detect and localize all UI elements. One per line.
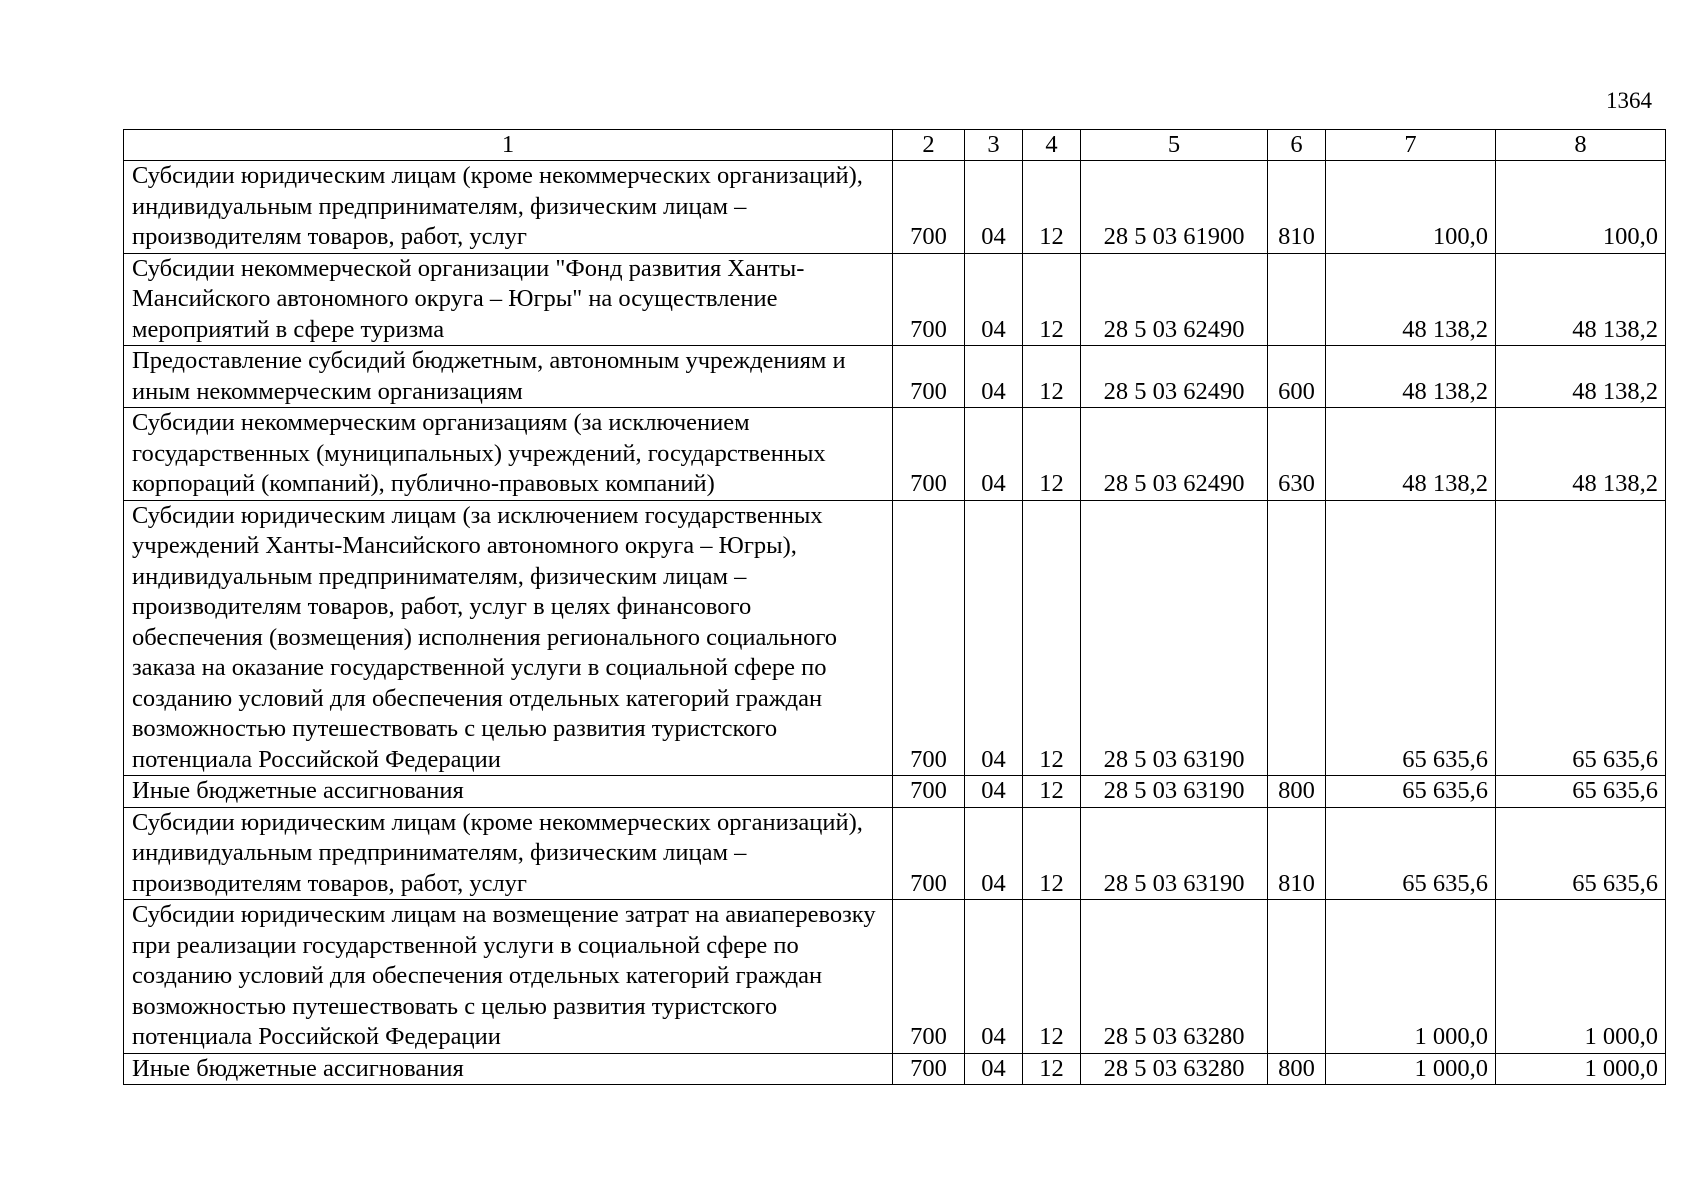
row-description: Иные бюджетные ассигнования [124,776,893,808]
section-code: 700 [893,161,965,254]
header-cell-4: 4 [1023,130,1081,161]
expense-type-code [1268,900,1326,1054]
expense-type-code [1268,500,1326,776]
amount-col-7: 48 138,2 [1326,408,1496,501]
budget-table [123,129,1666,1085]
amount-col-7: 65 635,6 [1326,500,1496,776]
table-row [124,500,1666,776]
table-row [124,161,1666,254]
subsection-code-2: 12 [1023,500,1081,776]
amount-col-8: 65 635,6 [1496,500,1666,776]
section-code: 700 [893,253,965,346]
section-code: 700 [893,346,965,408]
subsection-code: 04 [965,161,1023,254]
subsection-code: 04 [965,776,1023,808]
expense-type-code: 800 [1268,1053,1326,1085]
subsection-code: 04 [965,1053,1023,1085]
row-description: Субсидии юридическим лицам на возмещение затрат на авиаперевозку при реализации государственной услуги в социальной сфере по созданию условий для обеспечения отдельных категорий граждан возможностью путешествовать с целью развития туристского потенциала Российской Федерации [124,900,893,1054]
section-code: 700 [893,807,965,900]
section-code: 700 [893,1053,965,1085]
amount-col-7: 65 635,6 [1326,776,1496,808]
subsection-code: 04 [965,253,1023,346]
subsection-code: 04 [965,408,1023,501]
page-number: 1364 [1606,88,1652,113]
row-description: Предоставление субсидий бюджетным, автономным учреждениям и иным некоммерческим организациям [124,346,893,408]
table-row [124,807,1666,900]
header-cell-2: 2 [893,130,965,161]
expense-type-code: 600 [1268,346,1326,408]
amount-col-8: 1 000,0 [1496,1053,1666,1085]
amount-col-8: 65 635,6 [1496,807,1666,900]
header-cell-1: 1 [124,130,893,161]
table-header [124,130,1666,161]
target-article-code: 28 5 03 63190 [1081,807,1268,900]
amount-col-7: 100,0 [1326,161,1496,254]
row-description: Субсидии некоммерческой организации "Фонд развития Ханты-Мансийского автономного округа – Югры" на осуществление мероприятий в сфере туризма [124,253,893,346]
row-description: Субсидии юридическим лицам (кроме некоммерческих организаций), индивидуальным предпринимателям, физическим лицам – производителям товаров, работ, услуг [124,807,893,900]
table-row [124,776,1666,808]
expense-type-code: 630 [1268,408,1326,501]
table-row [124,1053,1666,1085]
amount-col-7: 48 138,2 [1326,253,1496,346]
amount-col-7: 1 000,0 [1326,900,1496,1054]
subsection-code: 04 [965,900,1023,1054]
table-row [124,346,1666,408]
row-description: Субсидии юридическим лицам (за исключением государственных учреждений Ханты-Мансийского автономного округа – Югры), индивидуальным предпринимателям, физическим лицам – производителям товаров, работ, услуг в целях финансового обеспечения (возмещения) исполнения регионального социального заказа на оказание государственной услуги в социальной сфере по созданию условий для обеспечения отдельных категорий граждан возможностью путешествовать с целью развития туристского потенциала Российской Федерации [124,500,893,776]
table-row [124,900,1666,1054]
amount-col-8: 48 138,2 [1496,253,1666,346]
header-row [124,130,1666,161]
subsection-code: 04 [965,500,1023,776]
subsection-code: 04 [965,807,1023,900]
header-cell-7: 7 [1326,130,1496,161]
target-article-code: 28 5 03 63190 [1081,500,1268,776]
subsection-code-2: 12 [1023,408,1081,501]
section-code: 700 [893,408,965,501]
subsection-code-2: 12 [1023,346,1081,408]
amount-col-8: 48 138,2 [1496,346,1666,408]
amount-col-7: 48 138,2 [1326,346,1496,408]
subsection-code-2: 12 [1023,1053,1081,1085]
row-description: Иные бюджетные ассигнования [124,1053,893,1085]
amount-col-7: 1 000,0 [1326,1053,1496,1085]
header-cell-5: 5 [1081,130,1268,161]
row-description: Субсидии юридическим лицам (кроме некоммерческих организаций), индивидуальным предпринимателям, физическим лицам – производителям товаров, работ, услуг [124,161,893,254]
amount-col-8: 100,0 [1496,161,1666,254]
subsection-code-2: 12 [1023,900,1081,1054]
target-article-code: 28 5 03 62490 [1081,346,1268,408]
subsection-code-2: 12 [1023,253,1081,346]
table-body [124,161,1666,1085]
target-article-code: 28 5 03 62490 [1081,253,1268,346]
table-row [124,408,1666,501]
subsection-code-2: 12 [1023,776,1081,808]
section-code: 700 [893,900,965,1054]
table-row [124,253,1666,346]
expense-type-code: 800 [1268,776,1326,808]
expense-type-code: 810 [1268,161,1326,254]
expense-type-code [1268,253,1326,346]
row-description: Субсидии некоммерческим организациям (за исключением государственных (муниципальных) учреждений, государственных корпораций (компаний), публично-правовых компаний) [124,408,893,501]
subsection-code-2: 12 [1023,161,1081,254]
header-cell-8: 8 [1496,130,1666,161]
section-code: 700 [893,500,965,776]
target-article-code: 28 5 03 62490 [1081,408,1268,501]
target-article-code: 28 5 03 61900 [1081,161,1268,254]
target-article-code: 28 5 03 63280 [1081,1053,1268,1085]
subsection-code-2: 12 [1023,807,1081,900]
amount-col-7: 65 635,6 [1326,807,1496,900]
target-article-code: 28 5 03 63190 [1081,776,1268,808]
target-article-code: 28 5 03 63280 [1081,900,1268,1054]
section-code: 700 [893,776,965,808]
amount-col-8: 48 138,2 [1496,408,1666,501]
subsection-code: 04 [965,346,1023,408]
expense-type-code: 810 [1268,807,1326,900]
amount-col-8: 65 635,6 [1496,776,1666,808]
amount-col-8: 1 000,0 [1496,900,1666,1054]
header-cell-3: 3 [965,130,1023,161]
header-cell-6: 6 [1268,130,1326,161]
